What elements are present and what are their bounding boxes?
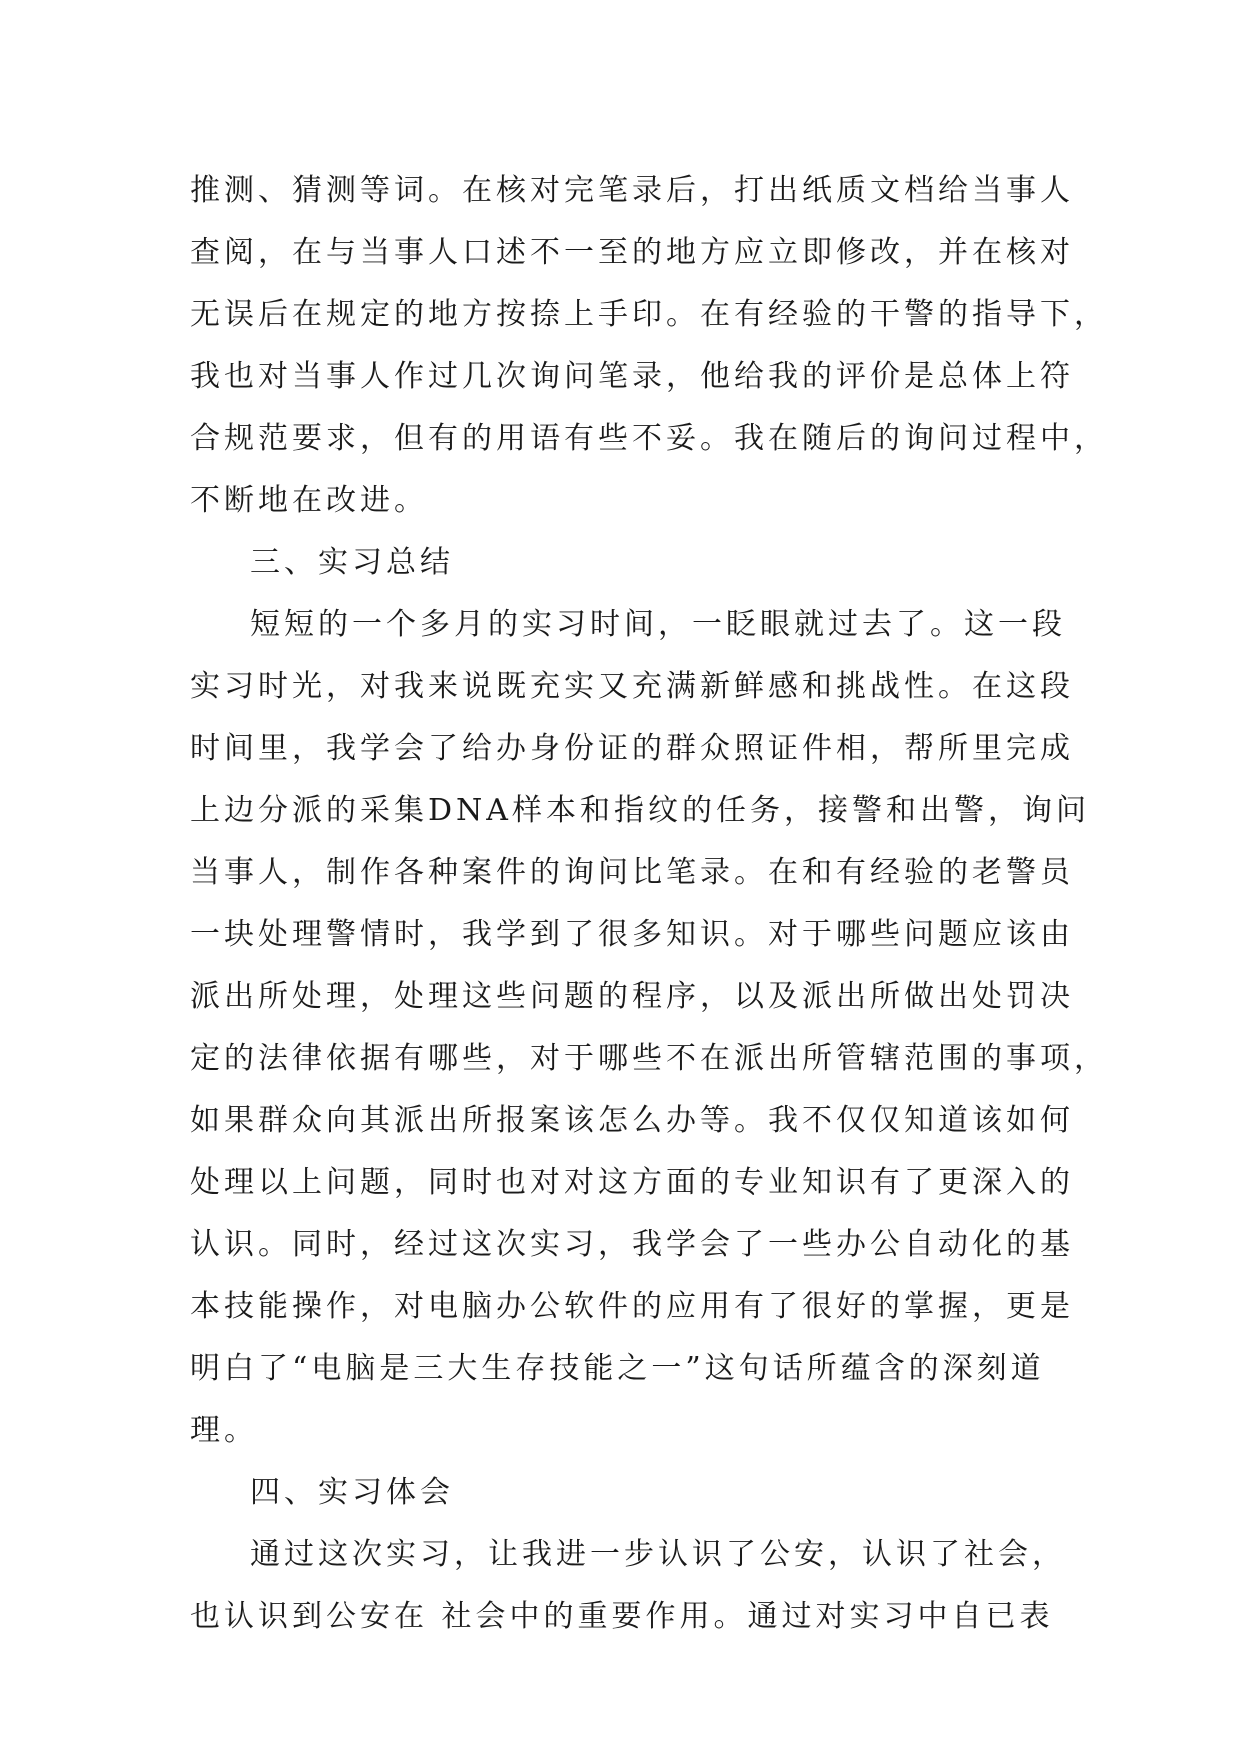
text-line: 推测、猜测等词。在核对完笔录后，打出纸质文档给当事人 [190,173,1074,208]
text-line: 如果群众向其派出所报案该怎么办等。我不仅仅知道该如何 [190,1103,1074,1138]
paragraph-continued [190,160,1108,532]
heading-line: 四、实习体会 [250,1475,454,1510]
text-line: 时间里，我学会了给办身份证的群众照证件相，帮所里完成 [190,731,1074,766]
text-line: 上边分派的采集DNA样本和指纹的任务，接警和出警，询问 [190,793,1090,828]
text-line: 也认识到公安在 社会中的重要作用。通过对实习中自已表 [190,1599,1054,1634]
text-line: 合规范要求，但有的用语有些不妥。我在随后的询问过程中， [190,421,1108,456]
section-heading-experience [190,1462,1090,1524]
text-line: 无误后在规定的地方按捺上手印。在有经验的干警的指导下， [190,297,1108,332]
text-line: 本技能操作，对电脑办公软件的应用有了很好的掌握，更是 [190,1289,1074,1324]
text-line: 一块处理警情时，我学到了很多知识。对于哪些问题应该由 [190,917,1074,952]
text-line: 短短的一个多月的实习时间，一眨眼就过去了。这一段 [250,607,1066,642]
paragraph-experience [190,1524,1090,1648]
document-body [190,160,1108,1648]
text-line: 明白了“电脑是三大生存技能之一”这句话所蕴含的深刻道 [190,1351,1045,1386]
text-line: 查阅，在与当事人口述不一至的地方应立即修改，并在核对 [190,235,1074,270]
text-line: 实习时光，对我来说既充实又充满新鲜感和挑战性。在这段 [190,669,1074,704]
text-line: 我也对当事人作过几次询问笔录，他给我的评价是总体上符 [190,359,1074,394]
text-line: 派出所处理，处理这些问题的程序，以及派出所做出处罚决 [190,979,1074,1014]
text-line: 不断地在改进。 [190,483,428,518]
heading-line: 三、实习总结 [250,545,454,580]
paragraph-summary [190,594,1108,1462]
text-line: 当事人，制作各种案件的询问比笔录。在和有经验的老警员 [190,855,1074,890]
text-line: 认识。同时，经过这次实习，我学会了一些办公自动化的基 [190,1227,1074,1262]
text-line: 定的法律依据有哪些，对于哪些不在派出所管辖范围的事项， [190,1041,1108,1076]
section-heading-summary [190,532,1090,594]
text-line: 通过这次实习，让我进一步认识了公安，认识了社会， [250,1537,1066,1572]
text-line: 理。 [190,1413,258,1448]
text-line: 处理以上问题，同时也对对这方面的专业知识有了更深入的 [190,1165,1074,1200]
